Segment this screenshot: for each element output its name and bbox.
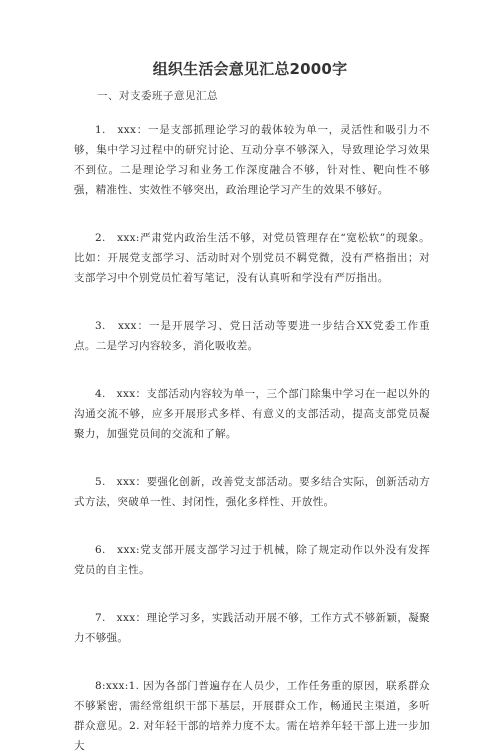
paragraph-2: 2. xxx:严肃党内政治生活不够，对党员管理存在“宽松软”的现象。比如：开展党支部学习、活动时对个别党员不羁党微，没有严格指出；对支部学习中个别党员忙着写笔记，没有认真听和学没有严厉指出。 bbox=[74, 232, 430, 284]
paragraph-5: 5. xxx：要强化创新，改善党支部活动。要多结合实际，创新活动方式方法，突破单一性、封闭性，强化多样性、开放性。 bbox=[74, 476, 430, 508]
paragraph-3: 3. xxx：一是开展学习、党日活动等要进一步结合XX党委工作重点。二是学习内容较多，消化吸收差。 bbox=[74, 320, 430, 352]
document-title: 组织生活会意见汇总2000字 bbox=[152, 60, 348, 78]
paragraph-1: 1. xxx：一是支部抓理论学习的载体较为单一，灵活性和吸引力不够，集中学习过程中的研究讨论、互动分享不够深入，导致理论学习效果不到位。二是理论学习和业务工作深度融合不够，针对性、靶向性不够强，精准性、实效性不够突出，政治理论学习产生的效果不够好。 bbox=[74, 124, 430, 196]
paragraph-8: 8:xxx:1. 因为各部门普遍存在人员少，工作任务重的原因，联系群众不够紧密，需经常组织干部下基层，开展群众工作，畅通民主渠道，多听群众意见。2. 对年轻干部的培养力度不太。需在培养年轻干部上进一步加大 bbox=[74, 680, 430, 752]
paragraph-4: 4. xxx：支部活动内容较为单一，三个部门除集中学习在一起以外的沟通交流不够，应多开展形式多样、有意义的支部活动，提高支部党员凝聚力，加强党员间的交流和了解。 bbox=[74, 388, 430, 440]
section-heading: 一、对支委班子意见汇总 bbox=[97, 90, 218, 102]
paragraph-7: 7. xxx：理论学习多，实践活动开展不够，工作方式不够新颖，凝聚力不够强。 bbox=[74, 612, 430, 644]
paragraph-6: 6. xxx:党支部开展支部学习过于机械，除了规定动作以外没有发挥党员的自主性。 bbox=[74, 544, 430, 576]
document-body bbox=[74, 120, 430, 756]
